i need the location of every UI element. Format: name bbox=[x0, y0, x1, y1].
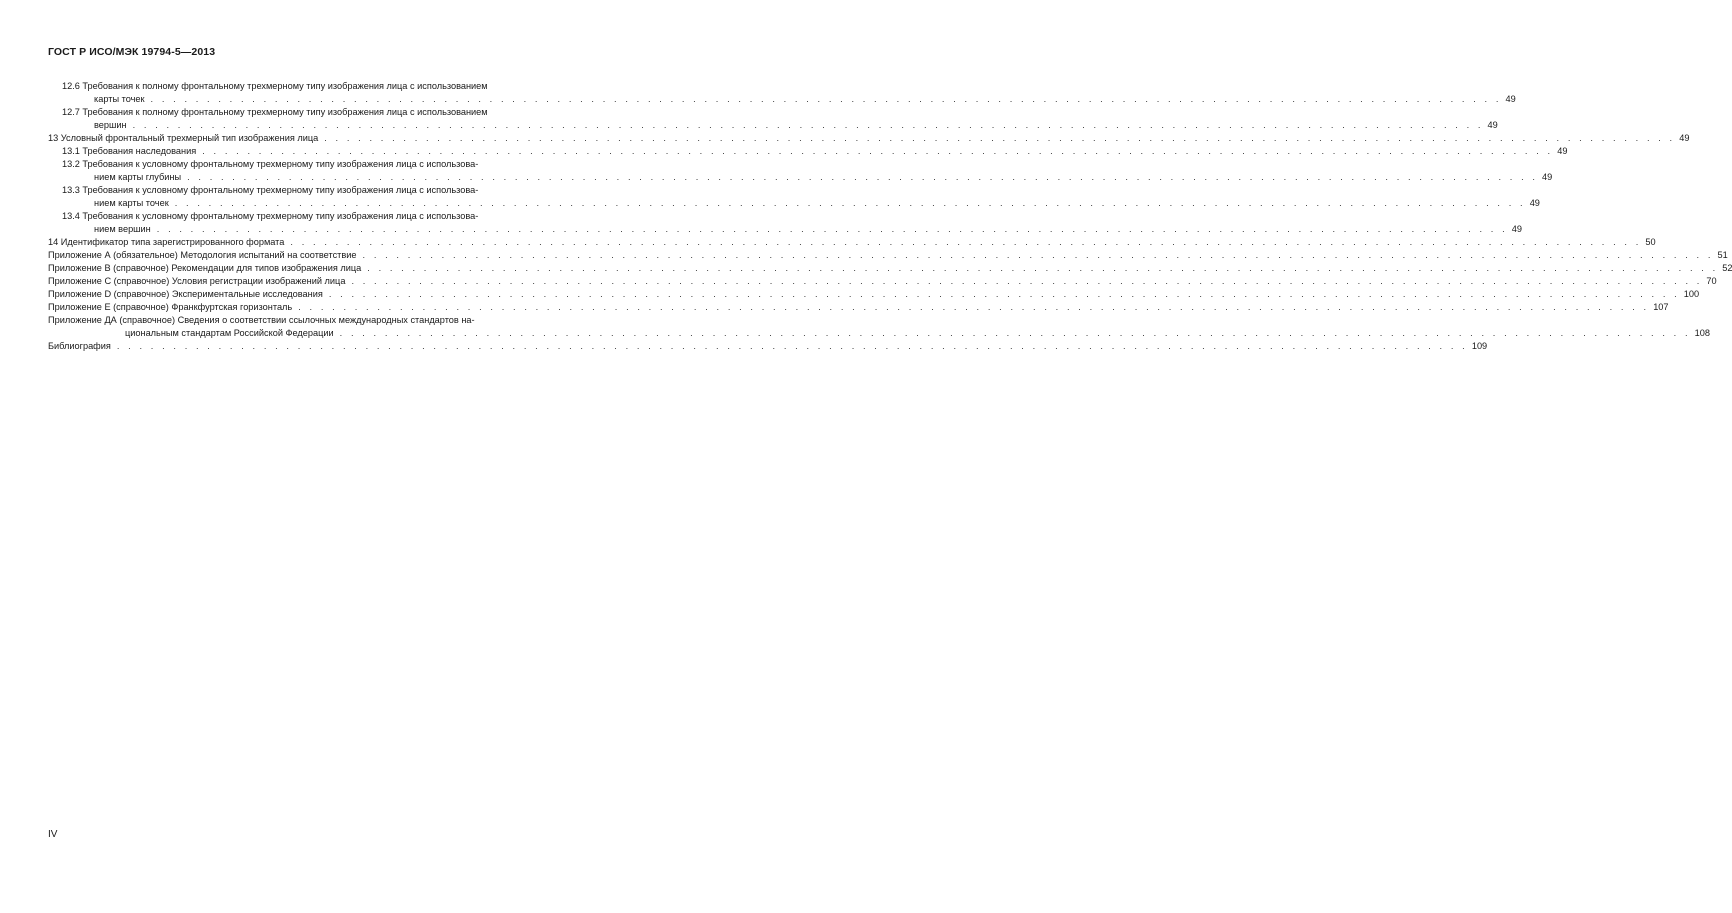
toc-leader-dots: . . . . . . . . . . . . . . . . . . . . . . . . . . . . . . . . . . . . . . . . . . . . . . . . . . . . . . . . . . . . . . . . . . . . . . . . . . . . . . . . . . . . . . . . . . . . . . . . . . . . . . . . . . . . . . . . . . . . . . . . bbox=[150, 94, 1502, 104]
toc-entry-text: 13 Условный фронтальный трехмерный тип изображения лица bbox=[48, 133, 319, 143]
toc-leader-dots: . . . . . . . . . . . . . . . . . . . . . . . . . . . . . . . . . . . . . . . . . . . . . . . . . . . . . . . . . . . . . . . . . . . . . . . . . . . . . . . . . . . . . . . . . . . . . . . . . . . . . . . . . . . . . . . . . . . . . . . . bbox=[298, 302, 1650, 312]
toc-leader-dots: . . . . . . . . . . . . . . . . . . . . . . . . . . . . . . . . . . . . . . . . . . . . . . . . . . . . . . . . . . . . . . . . . . . . . . . . . . . . . . . . . . . . . . . . . . . . . . . . . . . . . . . . . . . . . . . . . . . . . . . . bbox=[328, 289, 1680, 299]
toc-leader-dots: . . . . . . . . . . . . . . . . . . . . . . . . . . . . . . . . . . . . . . . . . . . . . . . . . . . . . . . . . . . . . . . . . . . . . . . . . . . . . . . . . . . . . . . . . . . . . . . . . . . . . . . . . . . . . . . . . . . . . . . . bbox=[187, 172, 1539, 182]
toc-leader-dots: . . . . . . . . . . . . . . . . . . . . . . . . . . . . . . . . . . . . . . . . . . . . . . . . . . . . . . . . . . . . . . . . . . . . . . . . . . . . . . . . . . . . . . . . . . . . . . . . . . . . . . . . . . . . . . . . . . . . . . . . bbox=[290, 237, 1642, 247]
toc-page-number: 49 bbox=[1511, 224, 1522, 234]
toc-entry-text: Приложение А (обязательное) Методология испытаний на соответствие bbox=[48, 250, 357, 260]
toc-page-number: 100 bbox=[1683, 289, 1700, 299]
toc-entry-text: нием вершин bbox=[94, 224, 151, 234]
toc-entry[interactable] bbox=[48, 301, 1669, 314]
toc-entry[interactable] bbox=[48, 249, 1728, 262]
toc-leader-dots: . . . . . . . . . . . . . . . . . . . . . . . . . . . . . . . . . . . . . . . . . . . . . . . . . . . . . . . . . . . . . . . . . . . . . . . . . . . . . . . . . . . . . . . . . . . . . . . . . . . . . . . . . . . . . . . . . . . . . . . . bbox=[367, 263, 1719, 273]
toc-page-number: 108 bbox=[1694, 328, 1710, 338]
toc-leader-dots: . . . . . . . . . . . . . . . . . . . . . . . . . . . . . . . . . . . . . . . . . . . . . . . . . . . . . . . . . . . . . . . . . . . . . . . . . . . . . . . . . . . . . . . . . . . . . . . . . . . . . . . . . . . . . . . . . . . . . . . . bbox=[324, 133, 1676, 143]
toc-page-number: 107 bbox=[1653, 302, 1669, 312]
toc-entry-text: вершин bbox=[94, 120, 127, 130]
toc-page-number: 50 bbox=[1645, 237, 1656, 247]
toc-page-number: 70 bbox=[1706, 276, 1717, 286]
toc-entry-text: нием карты глубины bbox=[94, 172, 182, 182]
toc-entry-text: циональным стандартам Российской Федерации bbox=[125, 328, 334, 338]
toc-page-number: 49 bbox=[1542, 172, 1553, 182]
toc-entry[interactable] bbox=[48, 106, 1498, 132]
toc-entry-text: Приложение ДА (справочное) Сведения о соответствии ссылочных международных стандартов на- bbox=[48, 315, 475, 325]
toc-leader-dots: . . . . . . . . . . . . . . . . . . . . . . . . . . . . . . . . . . . . . . . . . . . . . . . . . . . . . . . . . . . . . . . . . . . . . . . . . . . . . . . . . . . . . . . . . . . . . . . . . . . . . . . . . . . . . . . . . . . . . . . . bbox=[339, 328, 1691, 338]
toc-entry-text: 13.4 Требования к условному фронтальному трехмерному типу изображения лица с использова- bbox=[62, 211, 479, 221]
toc-entry[interactable] bbox=[48, 262, 1732, 275]
toc-entry-text: Приложение В (справочное) Рекомендации для типов изображения лица bbox=[48, 263, 362, 273]
toc-leader-dots: . . . . . . . . . . . . . . . . . . . . . . . . . . . . . . . . . . . . . . . . . . . . . . . . . . . . . . . . . . . . . . . . . . . . . . . . . . . . . . . . . . . . . . . . . . . . . . . . . . . . . . . . . . . . . . . . . . . . . . . . bbox=[116, 341, 1468, 351]
document-header: ГОСТ Р ИСО/МЭК 19794-5—2013 bbox=[48, 46, 216, 58]
table-of-contents bbox=[48, 80, 1732, 353]
toc-entry[interactable] bbox=[48, 288, 1700, 301]
toc-entry-text: карты точек bbox=[94, 94, 145, 104]
toc-entry[interactable] bbox=[48, 184, 1540, 210]
toc-entry-text: 12.6 Требования к полному фронтальному трехмерному типу изображения лица с использованием bbox=[62, 81, 488, 91]
toc-entry[interactable] bbox=[48, 340, 1488, 353]
toc-entry-text: Приложение С (справочное) Условия регистрации изображений лица bbox=[48, 276, 346, 286]
toc-page-number: 109 bbox=[1471, 341, 1488, 351]
toc-entry[interactable] bbox=[48, 275, 1717, 288]
toc-entry-text: 12.7 Требования к полному фронтальному трехмерному типу изображения лица с использованием bbox=[62, 107, 488, 117]
toc-entry-text: 13.3 Требования к условному фронтальному трехмерному типу изображения лица с использова- bbox=[62, 185, 479, 195]
page-number: IV bbox=[48, 829, 58, 840]
toc-entry-text: 14 Идентификатор типа зарегистрированного формата bbox=[48, 237, 285, 247]
toc-leader-dots: . . . . . . . . . . . . . . . . . . . . . . . . . . . . . . . . . . . . . . . . . . . . . . . . . . . . . . . . . . . . . . . . . . . . . . . . . . . . . . . . . . . . . . . . . . . . . . . . . . . . . . . . . . . . . . . . . . . . . . . . bbox=[174, 198, 1526, 208]
toc-leader-dots: . . . . . . . . . . . . . . . . . . . . . . . . . . . . . . . . . . . . . . . . . . . . . . . . . . . . . . . . . . . . . . . . . . . . . . . . . . . . . . . . . . . . . . . . . . . . . . . . . . . . . . . . . . . . . . . . . . . . . . . . bbox=[156, 224, 1508, 234]
toc-entry-text: Приложение Е (справочное) Франкфуртская горизонталь bbox=[48, 302, 293, 312]
toc-entry[interactable] bbox=[48, 80, 1516, 106]
toc-entry[interactable] bbox=[48, 158, 1553, 184]
toc-entry-text: Приложение D (справочное) Экспериментальные исследования bbox=[48, 289, 323, 299]
toc-leader-dots: . . . . . . . . . . . . . . . . . . . . . . . . . . . . . . . . . . . . . . . . . . . . . . . . . . . . . . . . . . . . . . . . . . . . . . . . . . . . . . . . . . . . . . . . . . . . . . . . . . . . . . . . . . . . . . . . . . . . . . . . bbox=[351, 276, 1703, 286]
toc-leader-dots: . . . . . . . . . . . . . . . . . . . . . . . . . . . . . . . . . . . . . . . . . . . . . . . . . . . . . . . . . . . . . . . . . . . . . . . . . . . . . . . . . . . . . . . . . . . . . . . . . . . . . . . . . . . . . . . . . . . . . . . . bbox=[132, 120, 1484, 130]
toc-page-number: 49 bbox=[1487, 120, 1498, 130]
toc-entry[interactable] bbox=[48, 314, 1710, 340]
toc-entry-text: 13.1 Требования наследования bbox=[62, 146, 197, 156]
toc-entry-text: Библиография bbox=[48, 341, 111, 351]
toc-page-number: 52 bbox=[1722, 263, 1732, 273]
toc-entry[interactable] bbox=[48, 132, 1690, 145]
toc-page-number: 51 bbox=[1717, 250, 1728, 260]
toc-page-number: 49 bbox=[1505, 94, 1516, 104]
toc-entry-text: 13.2 Требования к условному фронтальному трехмерному типу изображения лица с использова- bbox=[62, 159, 479, 169]
toc-page-number: 49 bbox=[1557, 146, 1568, 156]
toc-leader-dots: . . . . . . . . . . . . . . . . . . . . . . . . . . . . . . . . . . . . . . . . . . . . . . . . . . . . . . . . . . . . . . . . . . . . . . . . . . . . . . . . . . . . . . . . . . . . . . . . . . . . . . . . . . . . . . . . . . . . . . . . bbox=[362, 250, 1714, 260]
toc-page-number: 49 bbox=[1529, 198, 1540, 208]
toc-page-number: 49 bbox=[1679, 133, 1690, 143]
toc-entry[interactable] bbox=[48, 145, 1568, 158]
toc-entry[interactable] bbox=[48, 236, 1656, 249]
toc-leader-dots: . . . . . . . . . . . . . . . . . . . . . . . . . . . . . . . . . . . . . . . . . . . . . . . . . . . . . . . . . . . . . . . . . . . . . . . . . . . . . . . . . . . . . . . . . . . . . . . . . . . . . . . . . . . . . . . . . . . . . . . . bbox=[202, 146, 1554, 156]
toc-entry[interactable] bbox=[48, 210, 1522, 236]
toc-entry-text: нием карты точек bbox=[94, 198, 169, 208]
